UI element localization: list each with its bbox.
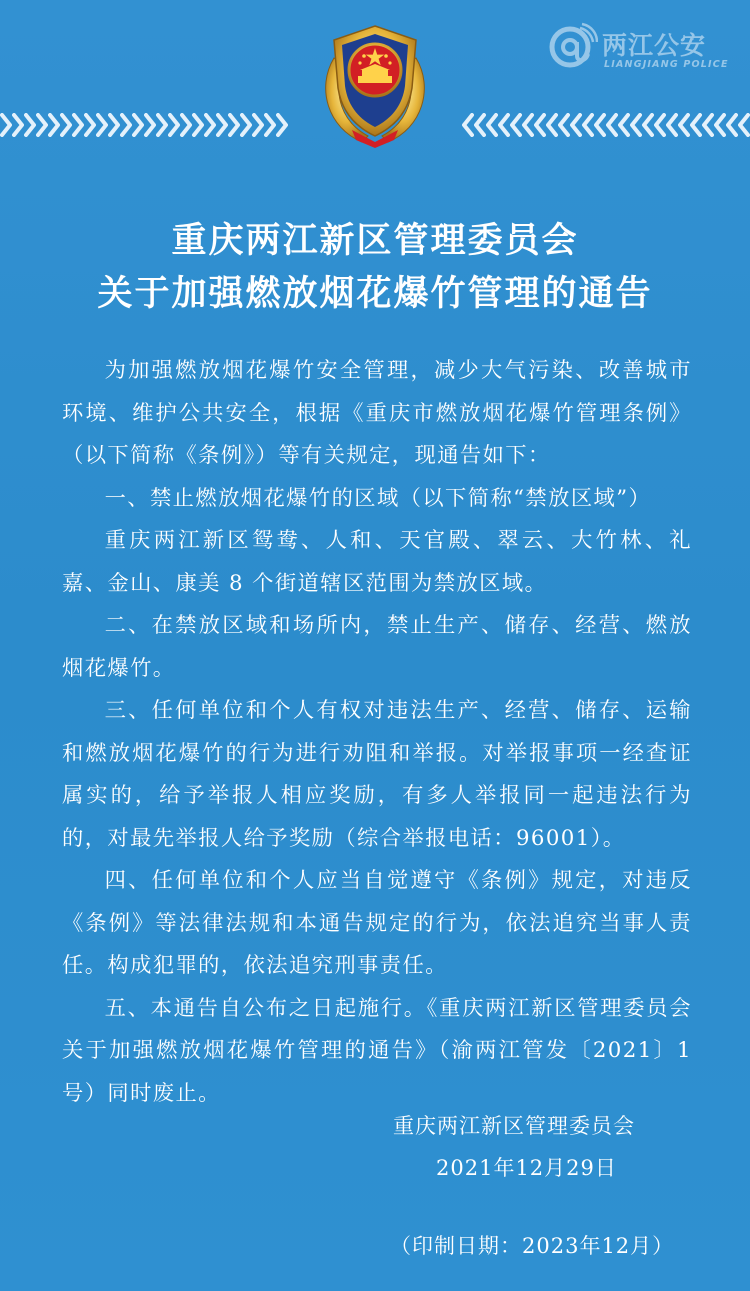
watermark-subtitle: LIANGJIANG POLICE xyxy=(604,59,729,70)
paragraph-section-1-heading: 一、禁止燃放烟花爆竹的区域（以下简称“禁放区域”） xyxy=(104,485,652,511)
liangjiang-police-logo-icon xyxy=(546,22,598,70)
paragraph-section-3: 三、任何单位和个人有权对违法生产、经营、储存、运输和燃放烟花爆竹的行为进行劝阻和举报。对举报事项一经查证属实的，给予举报人相应奖励，有多人举报同一起违法行为的，对最先举报人给予奖励（综合举报电话：96001）。 xyxy=(62,698,692,851)
paragraph-section-4: 四、任何单位和个人应当自觉遵守《条例》规定，对违反《条例》等法律法规和本通告规定的行为，依法追究当事人责任。构成犯罪的，依法追究刑事责任。 xyxy=(62,868,692,978)
paragraph-intro: 为加强燃放烟花爆竹安全管理，减少大气污染、改善城市环境、维护公共安全，根据《重庆市燃放烟花爆竹管理条例》（以下简称《条例》）等有关规定，现通告如下： xyxy=(62,358,692,468)
right-decorative-band xyxy=(462,113,750,137)
notice-title-line-2: 关于加强燃放烟花爆竹管理的通告 xyxy=(97,274,653,314)
paragraph-section-1-detail: 重庆两江新区鸳鸯、人和、天官殿、翠云、大竹林、礼嘉、金山、康美 8 个街道辖区范围为禁放区域。 xyxy=(62,528,692,596)
notice-title-line-1: 重庆两江新区管理委员会 xyxy=(171,221,579,261)
watermark xyxy=(546,18,736,76)
signature-date: 2021年12月29日 xyxy=(436,1156,617,1180)
paragraph-section-2: 二、在禁放区域和场所内，禁止生产、储存、经营、燃放烟花爆竹。 xyxy=(62,613,692,681)
paragraph-section-5: 五、本通告自公布之日起施行。《重庆两江新区管理委员会关于加强燃放烟花爆竹管理的通告》（渝两江管发〔2021〕1 号）同时废止。 xyxy=(62,995,692,1106)
header xyxy=(0,0,750,160)
watermark-title: 两江公安 xyxy=(602,31,707,60)
police-emblem-icon xyxy=(312,18,438,150)
notice-body xyxy=(62,350,692,1115)
left-decorative-band xyxy=(0,113,288,137)
signature-organization: 重庆两江新区管理委员会 xyxy=(393,1114,635,1138)
print-date: （印制日期：2023年12月） xyxy=(390,1234,675,1258)
